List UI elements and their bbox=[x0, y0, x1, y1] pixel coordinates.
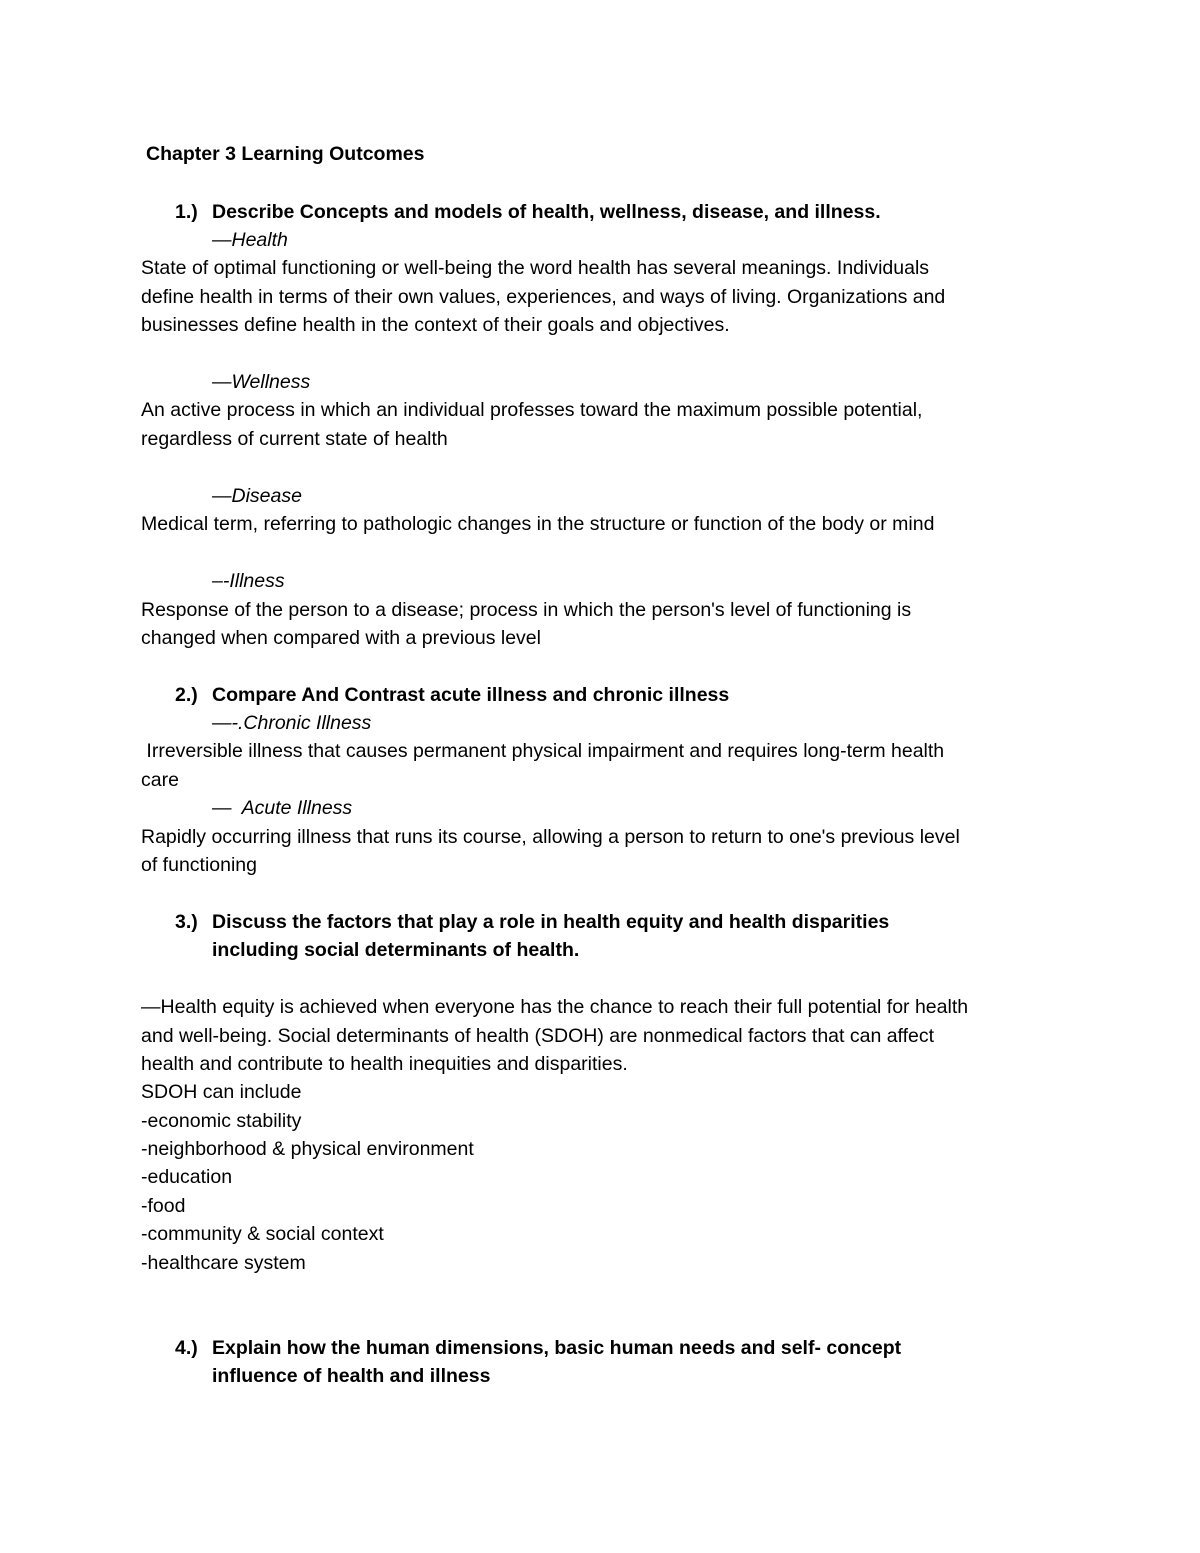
illness-definition-line: changed when compared with a previous level bbox=[141, 627, 541, 649]
outcome-3-body-line: —Health equity is achieved when everyone has the chance to reach their full potential for health bbox=[141, 996, 969, 1018]
sdoh-list-item: -education bbox=[141, 1166, 233, 1188]
outcome-4-heading-line: influence of health and illness bbox=[212, 1365, 491, 1387]
sdoh-list-item: -community & social context bbox=[141, 1223, 384, 1245]
chronic-illness-definition-line: care bbox=[141, 769, 179, 791]
wellness-definition-line: An active process in which an individual professes toward the maximum possible potential, bbox=[141, 399, 923, 421]
outcome-3-body-line: and well-being. Social determinants of health (SDOH) are nonmedical factors that can affect bbox=[141, 1025, 935, 1047]
wellness-term: —Wellness bbox=[212, 371, 311, 393]
wellness-definition-line: regardless of current state of health bbox=[141, 428, 448, 450]
outcome-4-number: 4.) bbox=[175, 1337, 198, 1359]
page-title: Chapter 3 Learning Outcomes bbox=[146, 143, 425, 165]
outcome-2-number: 2.) bbox=[175, 684, 198, 706]
acute-illness-term: — Acute Illness bbox=[212, 797, 353, 819]
outcome-2-heading: Compare And Contrast acute illness and chronic illness bbox=[212, 684, 730, 706]
health-definition-line: State of optimal functioning or well-being the word health has several meanings. Individuals bbox=[141, 257, 930, 279]
outcome-4-heading-line: Explain how the human dimensions, basic human needs and self- concept bbox=[212, 1337, 902, 1359]
outcome-3-number: 3.) bbox=[175, 911, 198, 933]
outcome-3-body-line: health and contribute to health inequities and disparities. bbox=[141, 1053, 628, 1075]
health-definition-line: define health in terms of their own values, experiences, and ways of living. Organizations and bbox=[141, 286, 946, 308]
illness-term: –-Illness bbox=[212, 570, 285, 592]
health-term: —Health bbox=[212, 229, 288, 251]
acute-illness-definition-line: of functioning bbox=[141, 854, 258, 876]
disease-term: —Disease bbox=[212, 485, 302, 507]
outcome-3-heading-line: Discuss the factors that play a role in health equity and health disparities bbox=[212, 911, 890, 933]
outcome-1-number: 1.) bbox=[175, 201, 198, 223]
chronic-illness-term: —-.Chronic Illness bbox=[212, 712, 372, 734]
disease-definition-line: Medical term, referring to pathologic changes in the structure or function of the body or mind bbox=[141, 513, 935, 535]
sdoh-list-item: -neighborhood & physical environment bbox=[141, 1138, 474, 1160]
sdoh-list-item: -healthcare system bbox=[141, 1252, 306, 1274]
illness-definition-line: Response of the person to a disease; process in which the person's level of functioning is bbox=[141, 599, 912, 621]
health-definition-line: businesses define health in the context of their goals and objectives. bbox=[141, 314, 730, 336]
outcome-3-heading-line: including social determinants of health. bbox=[212, 939, 580, 961]
sdoh-intro: SDOH can include bbox=[141, 1081, 302, 1103]
outcome-1-heading: Describe Concepts and models of health, wellness, disease, and illness. bbox=[212, 201, 881, 223]
acute-illness-definition-line: Rapidly occurring illness that runs its course, allowing a person to return to one's previous level bbox=[141, 826, 960, 848]
chronic-illness-definition-line: Irreversible illness that causes permanent physical impairment and requires long-term health bbox=[141, 740, 945, 762]
sdoh-list-item: -economic stability bbox=[141, 1110, 302, 1132]
sdoh-list-item: -food bbox=[141, 1195, 186, 1217]
